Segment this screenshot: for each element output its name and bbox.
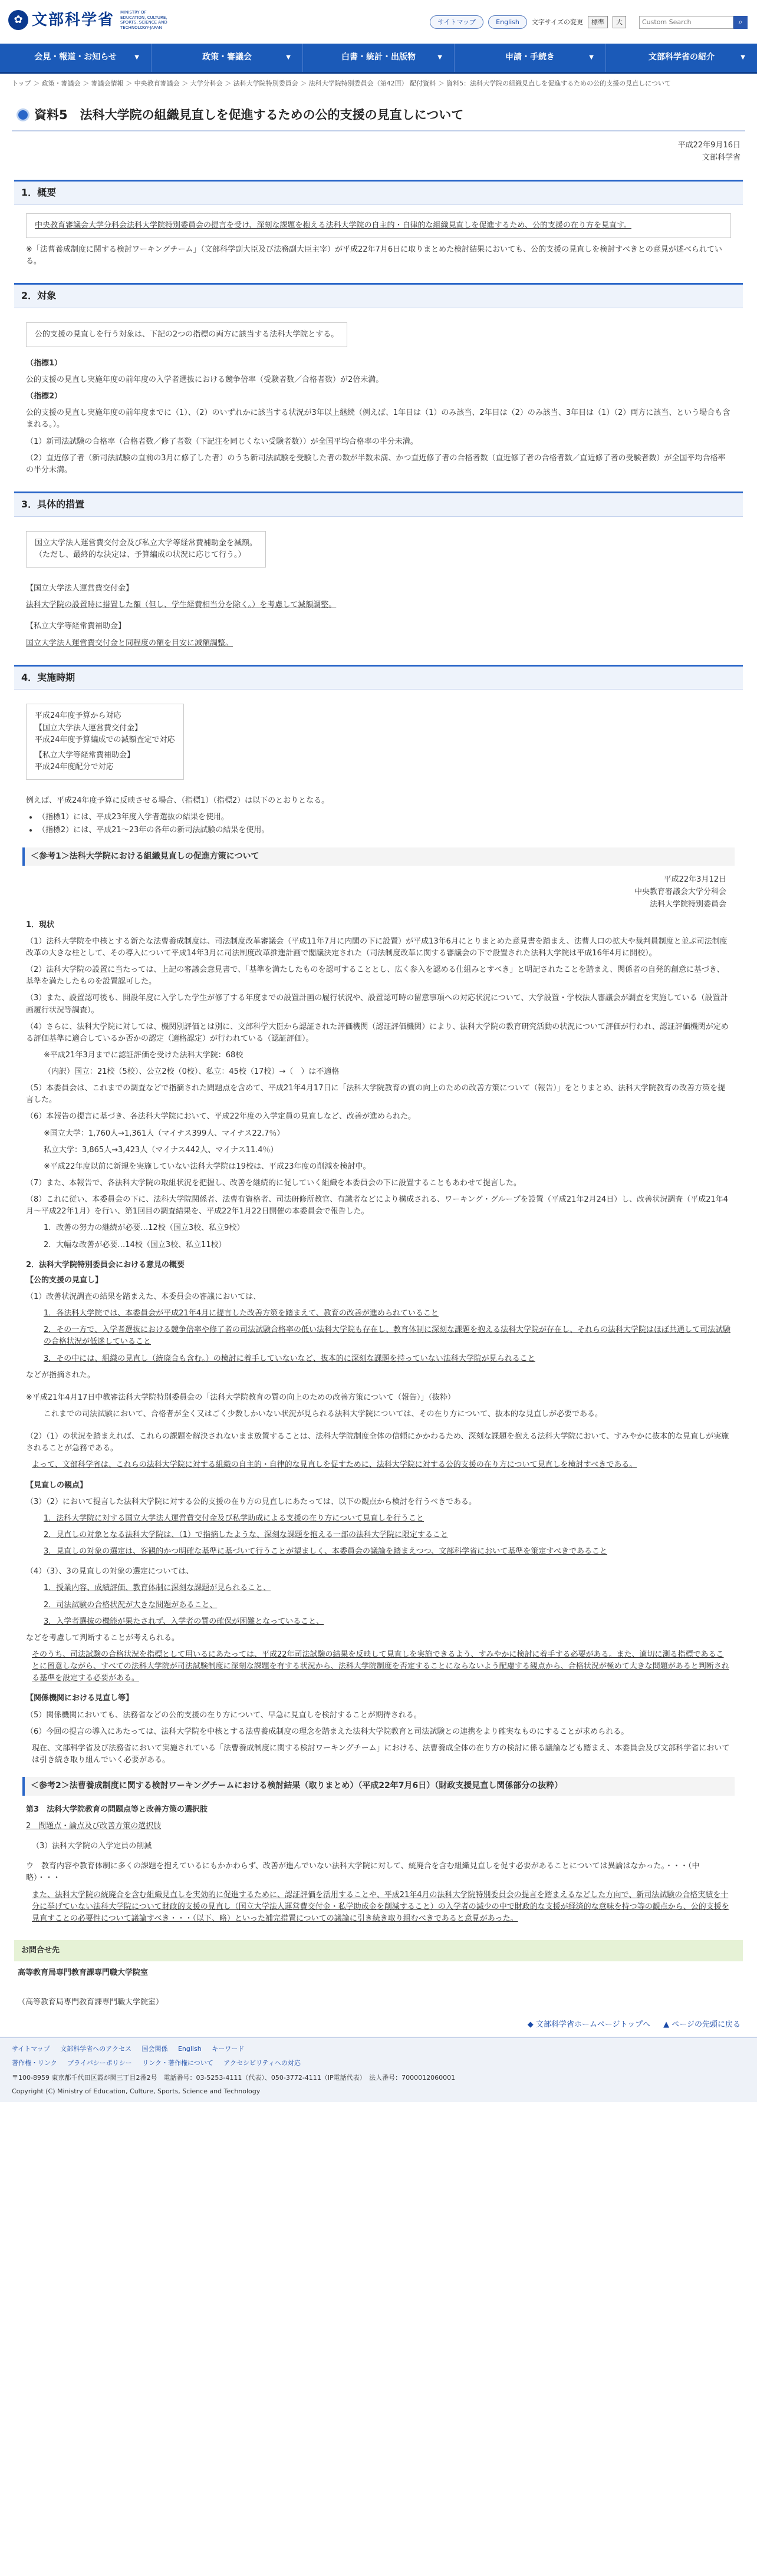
reference1-heading: ＜参考1＞法科大学院における組織見直しの促進方策について (22, 847, 735, 866)
overview-box (26, 213, 731, 238)
reference1-subheading-related: 【関係機関における見直し等】 (26, 1694, 134, 1703)
target-box: 公的支援の見直しを行う対象は、下記の2つの指標の両方に該当する法科大学院とする。 (26, 322, 347, 347)
footer-link[interactable]: English (177, 2045, 202, 2053)
sitemap-link[interactable]: サイトマップ (430, 15, 483, 29)
reference1-meta (14, 872, 743, 911)
measure-a-text: 法科大学院の設置時に措置した額（但し、学生経費相当分を除く。）を考慮して減額調整。 (26, 601, 337, 610)
footer-link[interactable]: 著作権・リンク (12, 2059, 57, 2067)
document-date: 平成22年9月16日 (677, 141, 740, 150)
nav-application[interactable] (455, 44, 606, 72)
ref1-paragraph: よって、文部科学省は、これらの法科大学院に対する組織の自主的・自律的な見直しを促すために、法科大学院に対する公的支援の在り方について見直しを検討すべきである。 (32, 1460, 637, 1470)
ref1-list-item: 1．改善の努力の継続が必要…12校（国立3校、私立9校） (44, 1223, 245, 1233)
document-meta (0, 131, 757, 164)
site-search (639, 16, 748, 29)
ref1-paragraph: （6）本報告の提言に基づき、各法科大学院において、平成22年度の入学定員の見直しなど、改善が進められた。 (26, 1112, 416, 1122)
ref1-note: （内訳）国立：21校（5校）、公立2校（0校）、私立：45校（17校）→（ ）は不適格 (44, 1067, 340, 1077)
indicator2-text: 公的支援の見直し実施年度の前年度までに（1）、（2）のいずれかに該当する状況が3年以上継続（例えば、1年目は（1）のみ該当、2年目は（2）のみ該当、3年目は（1）（2）両方に該当、という場合も含まれる。）。 (26, 408, 730, 430)
reference2-subheading3: （3）法科大学院の入学定員の削減 (32, 1842, 152, 1851)
ref1-paragraph: （5）関係機関においても、法務省などの公的支援の在り方について、早急に見直しを検討することが期待される。 (26, 1710, 422, 1720)
measures-box-line2: （ただし、最終的な決定は、予算編成の状況に応じて行う。） (35, 550, 246, 559)
ref1-paragraph: （4）（3）、3の見直しの対象の選定については、 (26, 1567, 194, 1576)
schedule-example: 例えば、平成24年度予算に反映させる場合、（指標1）（指標2）は以下のとおりとなる。 (26, 796, 330, 806)
global-nav (0, 44, 757, 74)
footer-link[interactable]: 国会関係 (141, 2045, 168, 2053)
schedule-line: 平成24年度予算編成での減額査定で対応 (35, 735, 175, 744)
overview-note: ※「法曹養成制度に関する検討ワーキングチーム」（文部科学副大臣及び法務副大臣主宰）が平成22年7月6日に取りまとめた検討結果においても、公的支援の見直しを検討すべきとの意見が述べられている。 (26, 245, 722, 266)
nav-label: 白書・統計・出版物 (341, 52, 416, 62)
schedule-line: 【私立大学等経常費補助金】 (35, 750, 135, 760)
ref1-paragraph: （1）法科大学院を中核とする新たな法曹養成制度は、司法制度改革審議会（平成11年7月に内閣の下に設置）が平成13年6月にとりまとめた意見書を踏まえ、法曹人口の拡大や裁判員制度と並ぶ司法制度改革の大きな柱として、その導入について平成14年3月に司法制度改革推進計画で閣議決定された（司法制度改革に関する審議会の下で設置された法科大学院は平成16年4月に開校）。 (26, 936, 728, 958)
chevron-down-icon: ▼ (437, 54, 442, 61)
section-heading-overview: 1．概要 (14, 180, 743, 205)
font-size-label: 文字サイズの変更 (531, 18, 583, 26)
font-size-standard-button[interactable]: 標準 (588, 16, 608, 28)
ref1-note: 私立大学：3,865人→3,423人（マイナス442人、マイナス11.4％） (44, 1145, 278, 1155)
reference1-subheading-support: 【公的支援の見直し】 (26, 1275, 103, 1285)
ref1-list-item: 1．各法科大学院では、本委員会が平成21年4月に提言した改善方策を踏まえて、教育の改善が進められていること (44, 1309, 439, 1318)
nav-about[interactable] (606, 44, 757, 72)
search-input[interactable] (639, 16, 733, 29)
measures-box-line1: 国立大学法人運営費交付金及び私立大学等経常費補助金を減額。 (35, 538, 258, 547)
ref1-paragraph: （2）（1）の状況を踏まえれば、これらの課題を解決されないまま放置することは、法科大学院制度全体の信頼にかかわるため、深刻な課題を抱える法科大学院において、すみやかに抜本的な見直しが実施されることが急務である。 (26, 1432, 729, 1453)
nav-whitepaper[interactable] (303, 44, 455, 72)
reference2-subheading: 第3 法科大学院教育の問題点等と改善方策の選択肢 (26, 1805, 208, 1814)
ref1-paragraph: などが指摘された。 (26, 1370, 96, 1380)
footer-link[interactable]: サイトマップ (12, 2045, 50, 2053)
indicator1-title: （指標1） (26, 358, 62, 368)
chevron-down-icon: ▼ (134, 54, 139, 61)
indicator1-text: 公的支援の見直し実施年度の前年度の入学者選抜における競争倍率（受験者数／合格者数）が2倍未満。 (26, 375, 384, 385)
contact-name: 高等教育局専門教育課専門職大学院室 (18, 1968, 149, 1978)
footer-copyright: Copyright (C) Ministry of Education, Culture, Sports, Science and Technology (12, 2087, 261, 2095)
reference1-date: 平成22年3月12日 (663, 875, 726, 885)
ref1-list-item: 2．見直しの対象となる法科大学院は、（1）で指摘したような、深刻な課題を抱える一部の法科大学院に限定すること (44, 1531, 449, 1539)
logo-text: 文部科学省 (32, 11, 115, 29)
ref1-paragraph: （7）また、本報告で、各法科大学院の取組状況を把握し、改善を継続的に促していく組織を本委員会の下に設置することもあわせて提言した。 (26, 1179, 522, 1188)
schedule-line: 【国立大学法人運営費交付金】 (35, 723, 143, 733)
schedule-list (38, 812, 731, 836)
chevron-down-icon: ▼ (740, 54, 745, 61)
ref1-note: ※平成21年4月17日中教審法科大学院特別委員会の「法科大学院教育の質の向上のための改善方策について（報告）」（抜粋） (26, 1393, 455, 1402)
footer-link[interactable]: リンク・著作権について (142, 2059, 213, 2067)
overview-text: 中央教育審議会大学分科会法科大学院特別委員会の提言を受け、深刻な課題を抱える法科大学院の自主的・自律的な組織見直しを促進するため、公的支援の在り方を見直す。 (35, 220, 631, 230)
ref1-list-item: 2．その一方で、入学者選抜における競争倍率や修了者の司法試験合格率の低い法科大学院も存在し、教育体制に深刻な課題を抱える法科大学院が存在し、それらの法科大学院はほぼ共通して司法試験の合格状況が低迷していること (44, 1325, 731, 1347)
ref1-list-item: 1．法科大学院に対する国立大学法人運営費交付金及び私学助成による支援の在り方について見直しを行うこと (44, 1513, 424, 1523)
measure-b-title: 【私立大学等経常費補助金】 (26, 622, 126, 631)
search-icon[interactable]: ⌕ (733, 16, 748, 29)
page-links (0, 2008, 757, 2037)
nav-label: 申請・手続き (505, 52, 555, 62)
chevron-down-icon: ▼ (286, 54, 291, 61)
footer-link[interactable]: キーワード (212, 2045, 245, 2053)
indicator2-title: （指標2） (26, 392, 62, 401)
list-item: • （指標2）には、平成21〜23年の各年の新司法試験の結果を使用。 (38, 824, 731, 836)
schedule-box (26, 704, 184, 780)
ref1-note: これまでの司法試験において、合格者が全く又はごく少数しかいない状況が見られる法科大学院については、その在り方について、抜本的な見直しが必要である。 (44, 1410, 603, 1419)
measures-box (26, 531, 266, 568)
english-link[interactable]: English (488, 15, 527, 29)
home-top-link[interactable] (528, 2020, 650, 2029)
main-content (0, 180, 757, 1925)
title-bullet-icon (17, 108, 29, 121)
reference2-subheading2: 2 問題点・論点及び改善方策の選択肢 (26, 1821, 162, 1830)
contact-foot: （高等教育局専門教育課専門職大学院室） (18, 1998, 164, 2007)
reference1-org1: 中央教育審議会大学分科会 (634, 888, 726, 897)
ref1-list-item: 3．その中には、組織の見直し（統廃合も含む。）の検討に着手していないなど、抜本的に深刻な課題を持っていない法科大学院が見られること (44, 1354, 535, 1363)
list-item: • （指標1）には、平成23年度入学者選抜の結果を使用。 (38, 812, 731, 823)
measure-a-title: 【国立大学法人運営費交付金】 (26, 584, 134, 593)
ref1-paragraph: （3）また、設置認可後も、開設年度に入学した学生が修了する年度までの設置計画の履行状況や、設置認可時の留意事項への対応状況について、大学設置・学校法人審議会が調査を実施している（設置計画履行状況等調査）。 (26, 994, 728, 1015)
nav-policy[interactable] (152, 44, 303, 72)
ref1-list-item: 2．司法試験の合格状況が大きな問題があること、 (44, 1600, 218, 1609)
ref1-paragraph: （5）本委員会は、これまでの調査などで指摘された問題点を含めて、平成21年4月17日に「法科大学院教育の質の向上のための改善方策について（報告）」をとりまとめ、法科大学院教育の改善方策を提言した。 (26, 1084, 726, 1105)
chevron-down-icon: ▼ (589, 54, 594, 61)
ref1-paragraph: （4）さらに、法科大学院に対しては、機関別評価とは別に、文部科学大臣から認証された評価機関（認証評価機関）により、法科大学院の教育研究活動の状況について評価が行われ、認証評価機関が定める評価基準に適合しているか否かの認定（適格認定）が行われている（認証評価）。 (26, 1022, 729, 1043)
footer-address: 〒100-8959 東京都千代田区霞が関三丁目2番2号 電話番号：03-5253-4111（代表）、050-3772-4111（IP電話代表） 法人番号：7000012060001 (12, 2073, 456, 2082)
section-heading-measures: 3．具体的措置 (14, 492, 743, 517)
section-heading-target: 2．対象 (14, 283, 743, 308)
ref1-list-item: 2．大幅な改善が必要…14校（国立3校、私立11校） (44, 1240, 226, 1249)
ref1-list-item: 3．入学者選抜の機能が果たされず、入学者の質の確保が困難となっていること、 (44, 1617, 324, 1626)
footer-link[interactable]: 文部科学省へのアクセス (60, 2045, 131, 2053)
ref1-paragraph: などを考慮して判断することが考えられる。 (26, 1633, 180, 1642)
footer-links-1 (12, 2044, 745, 2054)
ref1-paragraph: （2）法科大学院の設置に当たっては、上記の審議会意見書で、「基準を満たしたものを認可することとし、広く参入を認める仕組みとすべき」と明記されたことを踏まえ、関係者の自発的創意に基づき、基準を満たしたものを設置認可した。 (26, 965, 725, 987)
arrow-icon: ◆ (527, 2020, 536, 2030)
reference1-subheading-opinions: 2．法科大学院特別委員会における意見の概要 (26, 1260, 185, 1269)
ref1-note: ※国立大学：1,760人→1,361人（マイナス399人、マイナス22.7％） (44, 1129, 285, 1138)
reference1-subheading-viewpoint: 【見直しの観点】 (26, 1480, 88, 1490)
logo-english: MINISTRY OF EDUCATION, CULTURE, SPORTS, SCIENCE AND TECHNOLOGY-JAPAN (120, 10, 167, 30)
document-org: 文部科学省 (702, 153, 740, 162)
contact-heading: お問合せ先 (14, 1940, 743, 1961)
page-top-link[interactable] (663, 2020, 740, 2029)
font-size-large-button[interactable]: 大 (613, 16, 626, 28)
breadcrumb[interactable]: トップ ＞ 政策・審議会 ＞ 審議会情報 ＞ 中央教育審議会 ＞ 大学分科会 ＞ 法科大学院特別委員会 ＞ 法科大学院特別委員会（第42回） 配付資料 ＞ 資料5：法科大学院の組織見直しを促進するための公的支援の見直しについて (12, 80, 671, 87)
section-heading-schedule: 4．実施時期 (14, 665, 743, 690)
indicator2-item1: （1）新司法試験の合格率（合格者数／修了者数（下記注を同じくない受験者数））が全国平均合格率の半分未満。 (26, 437, 418, 446)
reference1-subheading-status: 1．現状 (26, 920, 55, 929)
page-title (12, 102, 745, 132)
ref1-paragraph: （3）（2）において提言した法科大学院に対する公的支援の在り方の見直しにあたっては、以下の観点から検討を行うべきである。 (26, 1497, 477, 1506)
ref1-note: ※平成22年度以前に新規を実施していない法科大学院は19校は、平成23年度の削減を検討中。 (44, 1162, 371, 1171)
indicator2-item2: （2）直近修了者（新司法試験の直前の3月に修了した者）のうち新司法試験を受験した者の数が半数未満、かつ直近修了者の合格者数（直近修了者の合格者数／直近修了者の受験者数）が全国平均合格率の半分未満。 (26, 453, 726, 474)
footer-link[interactable]: プライバシーポリシー (67, 2059, 132, 2067)
footer-link[interactable]: アクセシビリティへの対応 (223, 2059, 301, 2067)
ref1-paragraph: 現在、文部科学省及び法務省において実施されている「法曹養成制度に関する検討ワーキングチーム」における、法曹養成全体の在り方の検討に係る議論なども踏まえ、本委員会及び文部科学省においては引き続き取り組んでいく必要がある。 (32, 1743, 730, 1764)
site-footer (0, 2037, 757, 2102)
nav-label: 会見・報道・お知らせ (34, 52, 117, 62)
ref1-paragraph: （6）今回の提言の導入にあたっては、法科大学院を中核とする法曹養成制度の理念を踏まえた法科大学院教育と司法試験との連携をより確実なものにすることが求められる。 (26, 1727, 629, 1736)
home-top-label: 文部科学省ホームページトップへ (535, 2020, 650, 2030)
footer-links-2 (12, 2058, 745, 2068)
nav-press[interactable] (0, 44, 152, 72)
emblem-icon: ✿ (8, 10, 28, 30)
ref1-list-item: 1．授業内容、成績評価、教育体制に深刻な課題が見られること、 (44, 1584, 271, 1593)
schedule-line: 平成24年度配分で対応 (35, 763, 114, 772)
utility-bar (430, 15, 748, 29)
ref2-paragraph: また、法科大学院の統廃合を含む組織見直しを実効的に促進するために、認証評価を活用することや、平成21年4月の法科大学院特別委員会の提言を踏まえるなどした方向で、新司法試験の合格実績を十分に挙げていない法科大学院について財政的支援の見直し（国立大学法人運営費交付金・私学助成金を削減すること）の入学者の減少の中で財政的な支援が経済的な意味を持つ等の観点から、公的支援を見直すことの必要性について議論すべき・・・（以下、略）といった補完措置についての議論に引き続き取り組むべきであると意見があった。 (32, 1890, 729, 1923)
ref1-list-item: 3．見直しの対象の選定は、客観的かつ明確な基準に基づいて行うことが望ましく、本委員会の議論を踏まえつつ、文部科学省において基準を策定すべきであること (44, 1547, 607, 1556)
ref1-paragraph: そのうち、司法試験の合格状況を指標として用いるにあたっては、平成22年司法試験の結果を反映して見直しを実施できるよう、すみやかに検討に着手する必要がある。また、適切に測る指標であることに留意しながら、すべての法科大学院が司法試験制度に深刻な課題を有する状況から、法科大学院制度を否定することにならないよう配慮する観点から、合格状況が極めて大きな問題があると判断される基準を設定する必要がある。 (32, 1650, 729, 1683)
nav-label: 政策・審議会 (202, 52, 252, 62)
page-title-text: 資料5 法科大学院の組織見直しを促進するための公的支援の見直しについて (34, 107, 464, 122)
site-logo[interactable] (8, 8, 173, 32)
site-header (0, 0, 757, 44)
ref2-paragraph: ウ 教育内容や教育体制に多くの課題を抱えているにもかかわらず、改善が進んでいない法科大学院に対して、統廃合を含む組織見直しを促す必要があることについては異論はなかった。・・・（中略）・・・ (26, 1862, 700, 1883)
reference1-org2: 法科大学院特別委員会 (649, 899, 726, 909)
page-top-label: ページの先頭に戻る (672, 2020, 740, 2030)
reference2-heading: ＜参考2＞法曹養成制度に関する検討ワーキングチームにおける検討結果（取りまとめ）（平成22年7月6日）（財政支援見直し関係部分の抜粋） (22, 1777, 735, 1796)
measure-b-text: 国立大学法人運営費交付金と同程度の額を目安に減額調整。 (26, 638, 233, 648)
ref1-paragraph: （1）改善状況調査の結果を踏まえた、本委員会の審議においては、 (26, 1292, 261, 1302)
schedule-line: 平成24年度予算から対応 (35, 711, 121, 721)
ref1-note: ※平成21年3月までに認証評価を受けた法科大学院：68校 (44, 1050, 243, 1060)
nav-label: 文部科学省の紹介 (649, 52, 715, 62)
arrow-up-icon: ▲ (663, 2020, 672, 2030)
ref1-paragraph: （8）これに従い、本委員会の下に、法科大学院関係者、法曹有資格者、司法研修所教官、有識者などにより構成される、ワーキング・グループを設置（平成21年2月24日）し、改善状況調査（平成21年4月〜平成22年1月）を行い、第1回目の調査結果を、平成22年1月22日開催の本委員会で報告した。 (26, 1195, 729, 1216)
